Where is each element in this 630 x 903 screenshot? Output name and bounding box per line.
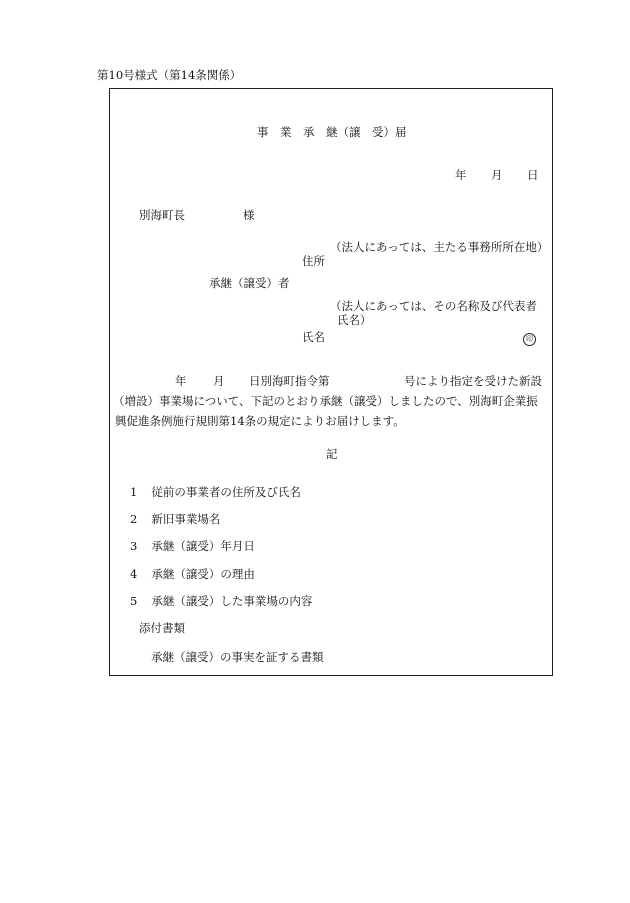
attachments-heading: 添付書類: [139, 621, 185, 635]
attachments-item: 承継（譲受）の事実を証する書類: [151, 650, 324, 664]
name-note-line2: 氏名）: [337, 313, 372, 327]
list-item-2: [130, 512, 220, 526]
addressee-honorific: 様: [243, 208, 255, 222]
date-month: 月: [491, 168, 503, 182]
item-text: 承継（譲受）の理由: [151, 567, 255, 581]
address-label: 住所: [302, 254, 325, 268]
body-year: 年: [175, 374, 187, 388]
body-month: 月: [213, 374, 225, 388]
list-item-3: [130, 539, 255, 553]
item-number: 1: [130, 485, 138, 499]
body-order-text: 日別海町指令第: [249, 374, 330, 388]
item-text: 承継（譲受）した事業場の内容: [151, 594, 313, 608]
item-number: 4: [130, 567, 138, 581]
address-note: （法人にあっては、主たる事務所所在地）: [330, 240, 549, 254]
seal-icon: 印: [523, 333, 536, 346]
list-item-5: [130, 594, 312, 608]
item-number: 2: [130, 512, 138, 526]
body-line2: （増設）事業場について、下記のとおり承継（譲受）しましたので、別海町企業振: [113, 394, 538, 408]
date-day: 日: [527, 168, 539, 182]
name-note-line1: （法人にあっては、その名称及び代表者: [330, 299, 537, 313]
item-number: 5: [130, 594, 138, 608]
form-label: 第10号様式（第14条関係）: [97, 68, 242, 82]
item-number: 3: [130, 539, 138, 553]
body-line3: 興促進条例施行規則第14条の規定によりお届けします。: [115, 414, 405, 428]
list-item-1: [130, 485, 301, 499]
item-text: 従前の事業者の住所及び氏名: [151, 485, 301, 499]
body-line1-end: 号により指定を受けた新設: [404, 374, 542, 388]
addressee-name: 別海町長: [139, 208, 185, 222]
form-title: 事 業 承 継（譲 受）届: [257, 125, 407, 139]
item-text: 承継（譲受）年月日: [151, 539, 255, 553]
date-year: 年: [455, 168, 467, 182]
name-label: 氏名: [302, 330, 325, 344]
applicant-role-label: 承継（譲受）者: [209, 276, 290, 290]
item-text: 新旧事業場名: [151, 512, 221, 526]
list-item-4: [130, 567, 255, 581]
seal-mark: [523, 330, 536, 346]
ki-heading: 記: [326, 447, 338, 461]
